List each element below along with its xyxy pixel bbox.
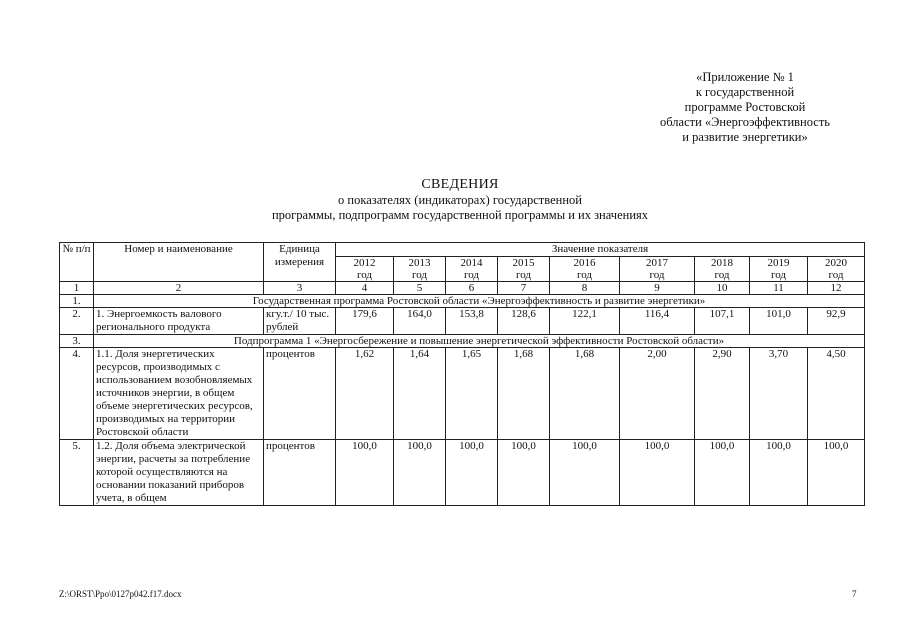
- year-header: 2015 год: [498, 257, 550, 282]
- indicator-value: 4,50: [808, 348, 865, 440]
- row-number: 5.: [60, 440, 94, 506]
- indicator-value: 100,0: [498, 440, 550, 506]
- indicator-value: 179,6: [336, 308, 394, 335]
- indicator-value: 100,0: [620, 440, 695, 506]
- indicator-name: 1.2. Доля объема электрической энергии, расчеты за потребление которой осуществляются на основании показаний приборов учета, в общем: [94, 440, 264, 506]
- column-number: 1: [60, 282, 94, 295]
- indicator-value: 100,0: [750, 440, 808, 506]
- appendix-line: области «Энергоэффективность: [659, 115, 830, 129]
- section-title: Подпрограмма 1 «Энергосбережение и повышение энергетической эффективности Ростовской области»: [94, 335, 865, 348]
- column-number: 7: [498, 282, 550, 295]
- row-number: 1.: [60, 295, 94, 308]
- document-subtitle-line: программы, подпрограмм государственной программы и их значениях: [271, 208, 649, 222]
- column-number: 8: [550, 282, 620, 295]
- header-value-group: Значение показателя: [336, 243, 865, 257]
- year-header: 2020 год: [808, 257, 865, 282]
- header-row: [60, 243, 865, 257]
- header-name: Номер и наименование: [94, 243, 264, 282]
- indicator-value: 2,90: [695, 348, 750, 440]
- document-subtitle-line: о показателях (индикаторах) государственной: [338, 193, 582, 207]
- indicator-value: 128,6: [498, 308, 550, 335]
- indicator-value: 1,68: [498, 348, 550, 440]
- indicator-name: 1. Энергоемкость валового регионального продукта: [94, 308, 264, 335]
- section-row: [60, 295, 865, 308]
- page-number: 7: [852, 589, 857, 599]
- year-header: 2014 год: [446, 257, 498, 282]
- indicator-value: 153,8: [446, 308, 498, 335]
- row-number: 3.: [60, 335, 94, 348]
- appendix-line: «Приложение № 1: [696, 70, 794, 84]
- column-number: 11: [750, 282, 808, 295]
- column-number: 10: [695, 282, 750, 295]
- year-header: 2012 год: [336, 257, 394, 282]
- column-number: 9: [620, 282, 695, 295]
- year-header: 2019 год: [750, 257, 808, 282]
- year-header: 2013 год: [394, 257, 446, 282]
- column-number-row: [60, 282, 865, 295]
- indicator-value: 2,00: [620, 348, 695, 440]
- column-number: 5: [394, 282, 446, 295]
- section-row: [60, 335, 865, 348]
- appendix-note: [620, 70, 870, 145]
- section-title: Государственная программа Ростовской области «Энергоэффективность и развитие энергетики»: [94, 295, 865, 308]
- year-header: 2017 год: [620, 257, 695, 282]
- indicator-value: 164,0: [394, 308, 446, 335]
- table-row: [60, 348, 865, 440]
- indicator-value: 1,62: [336, 348, 394, 440]
- indicator-value: 122,1: [550, 308, 620, 335]
- header-unit: Единица измерения: [264, 243, 336, 282]
- indicators-table: [59, 242, 865, 506]
- indicator-value: 116,4: [620, 308, 695, 335]
- year-header: 2018 год: [695, 257, 750, 282]
- indicator-value: 1,65: [446, 348, 498, 440]
- indicator-unit: процентов: [264, 348, 336, 440]
- indicator-value: 107,1: [695, 308, 750, 335]
- row-number: 2.: [60, 308, 94, 335]
- column-number: 4: [336, 282, 394, 295]
- year-header: 2016 год: [550, 257, 620, 282]
- row-number: 4.: [60, 348, 94, 440]
- appendix-line: и развитие энергетики»: [682, 130, 808, 144]
- column-number: 12: [808, 282, 865, 295]
- indicator-value: 100,0: [336, 440, 394, 506]
- indicator-value: 100,0: [446, 440, 498, 506]
- indicator-value: 3,70: [750, 348, 808, 440]
- column-number: 3: [264, 282, 336, 295]
- document-heading: [140, 176, 780, 223]
- indicator-value: 1,64: [394, 348, 446, 440]
- column-number: 2: [94, 282, 264, 295]
- column-number: 6: [446, 282, 498, 295]
- file-path: Z:\ORST\Ppo\0127p042.f17.docx: [59, 589, 182, 599]
- indicator-value: 100,0: [808, 440, 865, 506]
- indicator-value: 100,0: [695, 440, 750, 506]
- table-row: [60, 308, 865, 335]
- indicator-unit: кгу.т./ 10 тыс. рублей: [264, 308, 336, 335]
- indicator-value: 100,0: [550, 440, 620, 506]
- indicator-value: 101,0: [750, 308, 808, 335]
- document-title: СВЕДЕНИЯ: [421, 177, 499, 192]
- indicator-value: 92,9: [808, 308, 865, 335]
- indicator-unit: процентов: [264, 440, 336, 506]
- header-num: № п/п: [60, 243, 94, 282]
- appendix-line: к государственной: [695, 85, 795, 99]
- table-row: [60, 440, 865, 506]
- indicator-value: 1,68: [550, 348, 620, 440]
- indicator-name: 1.1. Доля энергетических ресурсов, производимых с использованием возобновляемых источников энергии, в общем объеме энергетических ресурсов, производимых на территории Ростовской области: [94, 348, 264, 440]
- indicator-value: 100,0: [394, 440, 446, 506]
- appendix-line: программе Ростовской: [684, 100, 806, 114]
